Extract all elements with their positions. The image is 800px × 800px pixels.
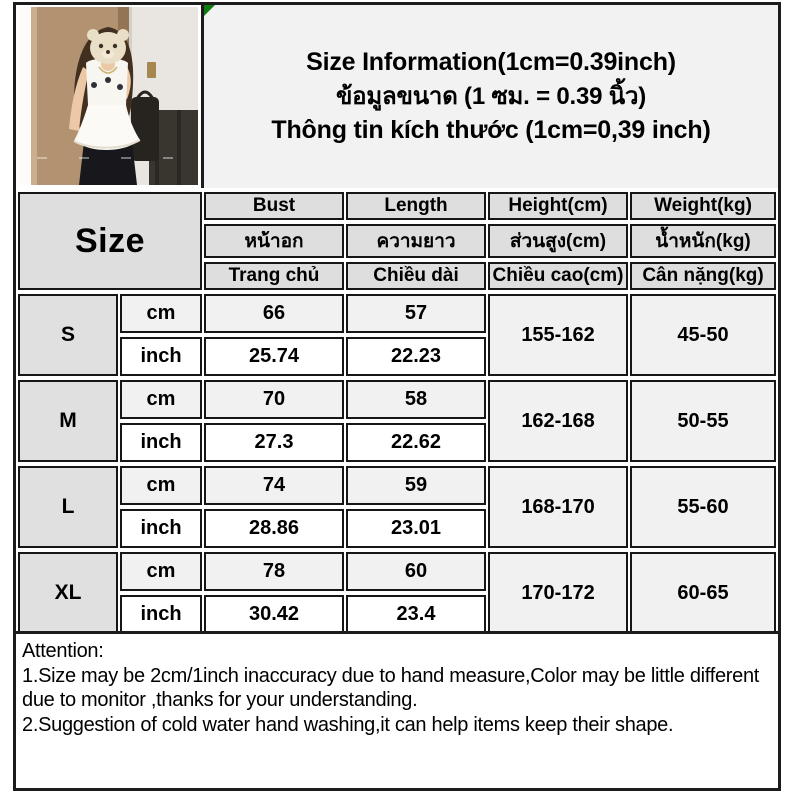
value-xl-height: 170-172 [488, 552, 628, 634]
value-l-bust-inch: 28.86 [204, 509, 344, 548]
column-header-weight-en: Weight(kg) [630, 192, 776, 220]
header-row-english [18, 192, 776, 220]
attention-heading: Attention: [22, 640, 104, 662]
value-l-length-cm: 59 [346, 466, 486, 505]
unit-inch: inch [120, 337, 202, 376]
value-m-length-inch: 22.62 [346, 423, 486, 462]
size-corner-cell: Size [18, 192, 202, 290]
unit-cm: cm [120, 466, 202, 505]
product-photo [16, 5, 204, 188]
unit-cm: cm [120, 380, 202, 419]
value-s-bust-cm: 66 [204, 294, 344, 333]
value-xl-bust-inch: 30.42 [204, 595, 344, 634]
column-header-weight-vi: Cân nặng(kg) [630, 262, 776, 290]
unit-inch: inch [120, 509, 202, 548]
column-header-length-th: ความยาว [346, 224, 486, 258]
column-header-bust-vi: Trang chủ [204, 262, 344, 290]
size-label-xl: XL [18, 552, 118, 634]
product-photo-illustration [19, 7, 198, 185]
value-s-length-cm: 57 [346, 294, 486, 333]
column-header-bust-th: หน้าอก [204, 224, 344, 258]
value-xl-length-inch: 23.4 [346, 595, 486, 634]
size-table [16, 188, 778, 638]
size-label-s: S [18, 294, 118, 376]
value-xl-length-cm: 60 [346, 552, 486, 591]
value-xl-weight: 60-65 [630, 552, 776, 634]
value-m-bust-cm: 70 [204, 380, 344, 419]
green-corner-accent [204, 5, 215, 16]
value-l-height: 168-170 [488, 466, 628, 548]
value-m-weight: 50-55 [630, 380, 776, 462]
value-m-bust-inch: 27.3 [204, 423, 344, 462]
unit-cm: cm [120, 552, 202, 591]
unit-inch: inch [120, 595, 202, 634]
value-s-bust-inch: 25.74 [204, 337, 344, 376]
attention-note-1: 1.Size may be 2cm/1inch inaccuracy due to hand measure,Color may be little different due to monitor ,thanks for your understanding. [22, 664, 760, 711]
column-header-height-vi: Chiều cao(cm) [488, 262, 628, 290]
size-label-l: L [18, 466, 118, 548]
column-header-height-en: Height(cm) [488, 192, 628, 220]
size-label-m: M [18, 380, 118, 462]
column-header-weight-th: น้ำหนัก(kg) [630, 224, 776, 258]
attention-section [16, 631, 778, 788]
column-header-height-th: ส่วนสูง(cm) [488, 224, 628, 258]
column-header-length-en: Length [346, 192, 486, 220]
value-s-weight: 45-50 [630, 294, 776, 376]
value-xl-bust-cm: 78 [204, 552, 344, 591]
title-thai: ข้อมูลขนาด (1 ซม. = 0.39 นิ้ว) [335, 83, 647, 110]
value-l-bust-cm: 74 [204, 466, 344, 505]
value-m-length-cm: 58 [346, 380, 486, 419]
title-vietnamese: Thông tin kích thước (1cm=0,39 inch) [271, 116, 711, 144]
column-header-length-vi: Chiều dài [346, 262, 486, 290]
size-table-section [16, 188, 778, 631]
value-m-height: 162-168 [488, 380, 628, 462]
title-english: Size Information(1cm=0.39inch) [306, 48, 676, 76]
table-row-l-cm [18, 466, 776, 505]
column-header-bust-en: Bust [204, 192, 344, 220]
value-s-height: 155-162 [488, 294, 628, 376]
attention-note-2: 2.Suggestion of cold water hand washing,it can help items keep their shape. [22, 713, 674, 736]
value-l-weight: 55-60 [630, 466, 776, 548]
table-row-s-cm [18, 294, 776, 333]
unit-cm: cm [120, 294, 202, 333]
table-row-xl-cm [18, 552, 776, 591]
value-l-length-inch: 23.01 [346, 509, 486, 548]
value-s-length-inch: 22.23 [346, 337, 486, 376]
top-section [16, 5, 778, 188]
unit-inch: inch [120, 423, 202, 462]
table-row-m-cm [18, 380, 776, 419]
size-chart-card [13, 2, 781, 791]
title-panel [204, 5, 778, 188]
